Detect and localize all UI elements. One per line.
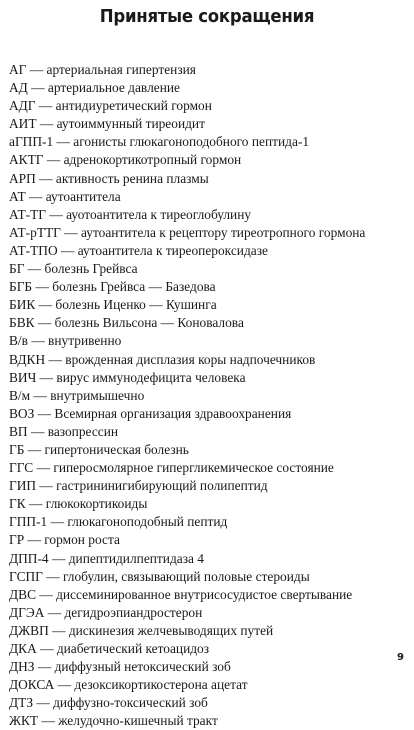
abbreviation-entry: АТ-ТПО — аутоантитела к тиреопероксидазе [9,242,268,258]
abbreviation-entry: АРП — активность ренина плазмы [9,170,209,186]
abbreviation-entry: В/в — внутривенно [9,333,122,349]
abbreviation-entry: ВИЧ — вирус иммунодефицита человека [9,369,246,385]
abbreviation-entry: ДТЗ — диффузно-токсический зоб [9,695,208,711]
abbreviation-entry: ДГЭА — дегидроэпиандростерон [9,604,203,620]
abbreviation-entry: ДНЗ — диффузный нетоксический зоб [9,659,231,675]
abbreviation-entry: АГ — артериальная гипертензия [9,62,196,77]
abbreviation-list [9,61,407,730]
abbreviation-entry: ДКА — диабетический кетоацидоз [9,641,210,656]
abbreviation-entry: ГР — гормон роста [9,532,120,548]
abbreviation-entry: ДЖВП — дискинезия желчевыводящих путей [9,622,274,638]
abbreviation-entry: ДПП-4 — дипептидилпептидаза 4 [9,550,204,566]
abbreviation-entry: ВП — вазопрессин [9,423,119,439]
abbreviation-entry: ВОЗ — Всемирная организация здравоохранения [9,405,292,421]
abbreviation-entry: АДГ — антидиуретический гормон [9,98,212,114]
abbreviation-entry: ГСПГ — глобулин, связывающий половые стероиды [9,568,310,584]
abbreviation-entry: ДОКСА — дезоксикортикостерона ацетат [9,677,248,693]
abbreviation-entry: АТ-ТГ — ауотоантитела к тиреоглобулину [9,206,252,222]
abbreviation-entry: АКТГ — адренокортикотропный гормон [9,152,242,168]
abbreviation-entry: БГ — болезнь Грейвса [9,261,138,277]
abbreviation-entry: БИК — болезнь Иценко — Кушинга [9,297,217,313]
abbreviation-entry: аГПП-1 — агонисты глюкагоноподобного пептида-1 [9,134,310,150]
abbreviation-entry: БВК — болезнь Вильсона — Коновалова [9,315,244,331]
abbreviation-entry: В/м — внутримышечно [9,387,145,403]
abbreviation-entry: БГБ — болезнь Грейвса — Базедова [9,279,216,295]
page-number: 9 [397,652,404,663]
abbreviation-entry: ГИП — гастрининигибирующий полипептид [9,478,268,494]
abbreviation-entry: ГПП-1 — глюкагоноподобный пептид [9,514,228,530]
abbreviation-entry: ГК — глюкокортикоиды [9,496,148,512]
abbreviation-entry: ГГС — гиперосмолярное гипергликемическое состояние [9,460,334,476]
abbreviation-entry: АД — артериальное давление [9,80,180,96]
abbreviation-entry: ДВС — диссеминированное внутрисосудистое свертывание [9,586,353,602]
abbreviation-entry: ГБ — гипертоническая болезнь [9,441,189,457]
abbreviation-entry: АИТ — аутоиммунный тиреоидит [9,116,205,132]
abbreviation-entry: АТ-рТТГ — аутоантитела к рецептору тиреотропного гормона [9,224,366,240]
abbreviation-entry: ВДКН — врожденная дисплазия коры надпочечников [9,351,316,367]
abbreviation-entry: ЖКТ — желудочно-кишечный тракт [9,713,218,729]
page-title: Принятые сокращения [99,6,315,27]
abbreviation-entry: АТ — аутоантитела [9,188,121,204]
